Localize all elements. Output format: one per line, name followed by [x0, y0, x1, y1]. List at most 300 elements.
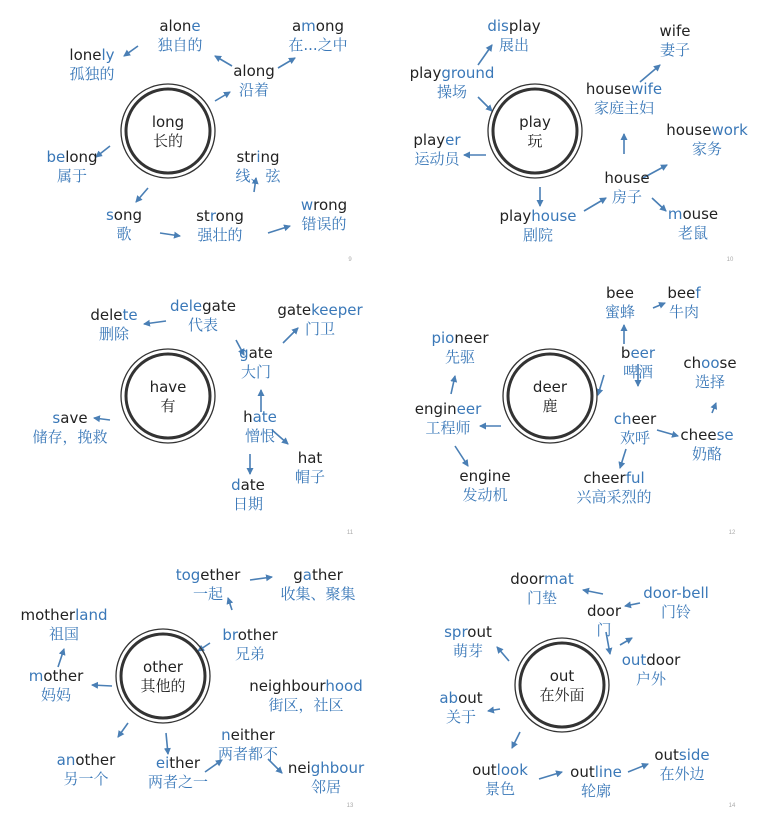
- word-part: m: [301, 17, 316, 35]
- chinese-meaning: 属于: [56, 167, 88, 185]
- chinese-meaning: 门铃: [660, 603, 692, 621]
- word-map-panel-have: [32, 297, 363, 536]
- page-number: 11: [346, 530, 354, 536]
- word-node: [439, 689, 482, 726]
- word-part: lone: [69, 46, 102, 64]
- word-part: door: [586, 602, 622, 620]
- english-word: [570, 763, 622, 781]
- word-node: [413, 131, 461, 168]
- arrow-out-0: [583, 590, 603, 594]
- word-node: [32, 409, 107, 446]
- chinese-meaning: 一起: [192, 585, 224, 603]
- word-part: spr: [444, 623, 468, 641]
- english-word: [621, 344, 656, 362]
- chinese-meaning: 妈妈: [40, 686, 72, 704]
- chinese-meaning: 妻子: [659, 41, 691, 59]
- english-word: [654, 746, 709, 764]
- word-part: e: [191, 17, 201, 35]
- chinese-meaning: 牛肉: [668, 303, 700, 321]
- word-part: gate: [202, 297, 236, 315]
- chinese-meaning: 操场: [436, 83, 468, 101]
- word-part: bee: [667, 284, 696, 302]
- arrow-out-6: [512, 732, 520, 748]
- english-word: [667, 284, 701, 302]
- chinese-meaning: 沿着: [238, 81, 270, 99]
- word-node: [218, 726, 278, 763]
- word-part: neighbour: [249, 677, 326, 695]
- word-part: w: [300, 196, 314, 214]
- word-part: ei: [155, 754, 170, 772]
- word-node: [249, 677, 362, 714]
- english-word: [196, 207, 244, 225]
- chinese-meaning: 剧院: [522, 226, 554, 244]
- word-part: bee: [606, 284, 634, 302]
- word-part: engine: [459, 467, 511, 485]
- word-part: te: [122, 306, 138, 324]
- word-part: hat: [297, 449, 323, 467]
- word-node: [301, 196, 347, 233]
- english-word: [46, 148, 97, 166]
- english-word: [288, 759, 365, 777]
- english-word: [444, 623, 492, 641]
- arrow-other-4: [92, 685, 112, 686]
- arrow-long-6: [136, 188, 148, 202]
- word-part: neer: [454, 329, 489, 347]
- word-part: dis: [487, 17, 509, 35]
- word-part: out: [458, 689, 483, 707]
- word-node: [614, 410, 657, 447]
- center-word: have: [149, 378, 187, 396]
- chinese-meaning: 代表: [187, 316, 219, 334]
- word-part: dele: [170, 297, 203, 315]
- chinese-meaning: 轮廓: [580, 782, 612, 800]
- center-word-meaning: 鹿: [542, 397, 558, 415]
- word-node: [57, 751, 116, 788]
- word-node: [621, 344, 656, 381]
- word-node: [667, 284, 701, 321]
- word-node: [660, 22, 691, 59]
- word-part: se: [719, 354, 737, 372]
- word-part: ouse: [682, 205, 719, 223]
- word-part: nei: [287, 759, 311, 777]
- word-node: [570, 763, 622, 800]
- word-part: door: [646, 651, 681, 669]
- page-number: 14: [728, 803, 736, 809]
- word-node: [605, 284, 635, 321]
- word-node: [431, 329, 489, 366]
- word-node: [576, 469, 651, 506]
- english-word: [277, 301, 363, 319]
- arrow-play-2: [478, 97, 492, 111]
- word-node: [500, 207, 577, 244]
- center-word-meaning: 有: [160, 397, 176, 415]
- english-word: [439, 689, 482, 707]
- chinese-meaning: 两者都不: [217, 745, 279, 763]
- arrow-out-4: [620, 638, 632, 645]
- center-circle-inner: [126, 354, 210, 438]
- word-part: side: [678, 746, 710, 764]
- arrow-long-2: [278, 58, 295, 68]
- chinese-meaning: 兄弟: [234, 645, 266, 663]
- word-map-panel-deer: [415, 284, 737, 536]
- word-part: out: [467, 623, 492, 641]
- english-word: [472, 761, 528, 779]
- center-circle-inner: [508, 354, 592, 438]
- chinese-meaning: 日期: [232, 495, 264, 513]
- english-word: [57, 751, 116, 769]
- word-node: [222, 626, 278, 663]
- word-part: play: [508, 17, 541, 35]
- word-part: other: [43, 667, 84, 685]
- arrow-deer-4: [598, 375, 604, 395]
- chinese-meaning: 工程师: [425, 419, 471, 437]
- chinese-meaning: 发动机: [462, 486, 508, 504]
- center-word: other: [143, 658, 183, 676]
- english-word: [510, 570, 574, 588]
- center-word: deer: [532, 378, 568, 396]
- chinese-meaning: 展出: [498, 36, 530, 54]
- chinese-meaning: 在...之中: [288, 36, 348, 54]
- word-part: gate: [277, 301, 312, 319]
- chinese-meaning: 两者之一: [147, 773, 209, 791]
- word-node: [69, 46, 114, 83]
- word-part: cheer: [583, 469, 626, 487]
- chinese-meaning: 街区，社区: [268, 696, 344, 714]
- word-part: eer: [630, 344, 656, 362]
- english-word: [683, 354, 736, 372]
- arrow-out-3: [497, 647, 509, 661]
- word-node: [444, 623, 492, 660]
- word-part: ong: [113, 206, 143, 224]
- arrow-deer-8: [455, 446, 468, 466]
- word-node: [587, 602, 622, 639]
- word-node: [643, 584, 709, 621]
- chinese-meaning: 祖国: [48, 625, 80, 643]
- word-part: an: [56, 751, 76, 769]
- english-word: [298, 449, 323, 467]
- english-word: [500, 207, 577, 225]
- arrow-out-1: [625, 603, 640, 606]
- word-part: a: [291, 17, 302, 35]
- chinese-meaning: 另一个: [63, 770, 109, 788]
- word-part: hood: [325, 677, 363, 695]
- chinese-meaning: 萌芽: [452, 642, 484, 660]
- word-part: se: [716, 426, 734, 444]
- arrow-out-5: [488, 709, 500, 711]
- word-part: ground: [441, 64, 495, 82]
- word-part: alon: [159, 17, 192, 35]
- word-part: out: [570, 763, 595, 781]
- arrow-other-6: [166, 733, 168, 754]
- english-word: [239, 344, 273, 362]
- english-word: [159, 17, 200, 35]
- word-part: land: [75, 606, 108, 624]
- center-word-meaning: 在外面: [539, 686, 585, 704]
- english-word: [614, 410, 657, 428]
- arrow-play-8: [652, 198, 666, 211]
- word-part: long: [65, 148, 98, 166]
- word-part: house: [531, 207, 577, 225]
- word-part: either: [230, 726, 275, 744]
- english-word: [221, 726, 276, 744]
- arrow-deer-1: [653, 303, 665, 308]
- word-part: look: [496, 761, 528, 779]
- word-part: ly: [101, 46, 115, 64]
- word-part: s: [105, 206, 114, 224]
- word-part: ch: [613, 410, 632, 428]
- word-node: [668, 205, 718, 242]
- word-node: [622, 651, 681, 688]
- chinese-meaning: 收集、聚集: [280, 585, 356, 603]
- english-word: [301, 196, 347, 214]
- word-part: a: [302, 566, 312, 584]
- word-part: ther: [311, 566, 343, 584]
- english-word: [249, 677, 362, 695]
- word-node: [415, 400, 482, 437]
- arrow-deer-7: [657, 430, 678, 436]
- chinese-meaning: 选择: [694, 373, 726, 391]
- word-part: play: [413, 131, 446, 149]
- chinese-meaning: 关于: [445, 708, 477, 726]
- word-node: [239, 344, 273, 381]
- word-part: out: [654, 746, 679, 764]
- word-part: engin: [414, 400, 457, 418]
- word-node: [176, 566, 241, 603]
- word-part: house: [666, 121, 712, 139]
- word-part: mother: [20, 606, 76, 624]
- word-node: [487, 17, 540, 54]
- word-part: house: [604, 169, 650, 187]
- chinese-meaning: 奶酪: [691, 445, 723, 463]
- word-node: [106, 206, 142, 243]
- word-part: g: [293, 566, 303, 584]
- english-word: [586, 80, 662, 98]
- english-word: [106, 206, 142, 224]
- chinese-meaning: 线、弦: [235, 167, 281, 185]
- arrow-other-1: [228, 598, 232, 610]
- word-part: line: [594, 763, 622, 781]
- english-word: [431, 329, 489, 347]
- word-part: h: [243, 408, 253, 426]
- word-node: [243, 408, 277, 445]
- chinese-meaning: 删除: [98, 325, 130, 343]
- arrow-long-3: [215, 92, 230, 101]
- chinese-meaning: 啤酒: [622, 363, 654, 381]
- word-part: be: [46, 148, 66, 166]
- english-word: [666, 121, 748, 139]
- chinese-meaning: 帽子: [294, 468, 326, 486]
- word-part: eer: [456, 400, 482, 418]
- chinese-meaning: 景色: [484, 780, 516, 798]
- word-node: [680, 426, 733, 463]
- arrow-long-7: [160, 233, 180, 236]
- word-part: keeper: [311, 301, 363, 319]
- arrow-long-0: [124, 46, 138, 56]
- word-part: mat: [544, 570, 574, 588]
- arrow-other-5: [118, 723, 128, 737]
- word-part: tog: [175, 566, 201, 584]
- english-word: [236, 148, 279, 166]
- english-word: [292, 17, 344, 35]
- word-part: pio: [431, 329, 455, 347]
- arrow-deer-5: [712, 403, 716, 413]
- word-part: ate: [252, 408, 277, 426]
- english-word: [660, 22, 691, 40]
- center-circle-inner: [126, 89, 210, 173]
- word-part: ong: [315, 17, 345, 35]
- english-word: [90, 306, 137, 324]
- page-number: 10: [726, 257, 734, 263]
- english-word: [233, 62, 275, 80]
- word-node: [472, 761, 528, 798]
- word-node: [90, 306, 137, 343]
- chinese-meaning: 独自的: [157, 36, 203, 54]
- word-part: ng: [260, 148, 280, 166]
- english-word: [170, 297, 236, 315]
- arrow-have-0: [144, 321, 166, 324]
- word-part: er: [445, 131, 461, 149]
- word-part: eer: [631, 410, 657, 428]
- chinese-meaning: 孤独的: [69, 65, 115, 83]
- english-word: [69, 46, 114, 64]
- english-word: [29, 667, 84, 685]
- word-node: [683, 354, 736, 391]
- english-word: [668, 205, 718, 223]
- word-node: [196, 207, 244, 244]
- chinese-meaning: 门卫: [304, 320, 336, 338]
- word-node: [277, 301, 363, 338]
- english-word: [243, 408, 277, 426]
- arrow-deer-2: [451, 376, 455, 394]
- chinese-meaning: 错误的: [301, 215, 347, 233]
- center-word-meaning: 玩: [527, 132, 543, 150]
- word-part: r: [209, 207, 216, 225]
- chinese-meaning: 在外边: [659, 765, 705, 783]
- arrow-long-4: [96, 146, 110, 157]
- center-word: play: [519, 113, 551, 131]
- arrow-have-2: [283, 328, 298, 343]
- chinese-meaning: 家庭主妇: [593, 99, 655, 117]
- word-part: b: [620, 344, 631, 362]
- arrow-play-7: [584, 198, 606, 211]
- word-part: out: [621, 651, 647, 669]
- english-word: [680, 426, 733, 444]
- word-node: [29, 667, 84, 704]
- word-node: [148, 754, 208, 791]
- word-node: [231, 476, 265, 513]
- english-word: [587, 602, 622, 620]
- word-node: [170, 297, 236, 334]
- word-node: [586, 80, 662, 117]
- word-part: ate: [248, 344, 273, 362]
- word-map-panel-other: [21, 566, 365, 809]
- word-node: [280, 566, 355, 603]
- chinese-meaning: 憎恨: [244, 427, 276, 445]
- chinese-meaning: 兴高采烈的: [576, 488, 652, 506]
- word-part: str: [236, 148, 257, 166]
- word-part: house: [585, 80, 632, 98]
- arrow-have-4: [94, 418, 110, 420]
- english-word: [459, 467, 510, 485]
- english-word: [606, 284, 634, 302]
- word-part: oo: [701, 354, 720, 372]
- word-map-panel-long: [46, 17, 352, 263]
- word-part: g: [239, 344, 249, 362]
- word-node: [654, 746, 709, 783]
- word-part: br: [222, 626, 238, 644]
- word-part: ghbour: [310, 759, 365, 777]
- center-word-meaning: 其他的: [140, 677, 186, 695]
- chinese-meaning: 大门: [240, 363, 272, 381]
- word-part: ong: [215, 207, 244, 225]
- center-word: long: [151, 113, 185, 131]
- english-word: [222, 626, 278, 644]
- word-part: wife: [659, 22, 691, 40]
- english-word: [487, 17, 540, 35]
- word-part: ether: [200, 566, 241, 584]
- center-word: out: [549, 667, 575, 685]
- word-part: f: [695, 284, 701, 302]
- word-part: out: [472, 761, 497, 779]
- word-node: [46, 148, 97, 185]
- center-circle-inner: [520, 643, 604, 727]
- word-part: dele: [90, 306, 123, 324]
- word-node: [459, 467, 510, 504]
- chinese-meaning: 老鼠: [677, 224, 709, 242]
- word-node: [604, 169, 649, 206]
- center-circle-inner: [121, 634, 205, 718]
- english-word: [52, 409, 87, 427]
- chinese-meaning: 运动员: [414, 150, 460, 168]
- arrow-long-1: [215, 56, 232, 66]
- english-word: [410, 64, 495, 82]
- word-part: other: [237, 626, 278, 644]
- panels-layer: [21, 17, 749, 809]
- page-number: 12: [728, 530, 736, 536]
- english-word: [231, 476, 265, 494]
- word-node: [288, 759, 365, 796]
- english-word: [156, 754, 201, 772]
- word-part: door-bell: [643, 584, 709, 602]
- chinese-meaning: 蜜蜂: [604, 303, 636, 321]
- arrow-deer-9: [620, 449, 626, 468]
- word-node: [666, 121, 748, 158]
- english-word: [604, 169, 649, 187]
- word-part: st: [196, 207, 210, 225]
- word-part: n: [221, 726, 231, 744]
- english-word: [622, 651, 681, 669]
- word-node: [233, 62, 275, 99]
- arrow-out-8: [628, 764, 648, 772]
- center-word-meaning: 长的: [152, 132, 184, 150]
- page-number: 9: [348, 257, 352, 263]
- chinese-meaning: 强壮的: [197, 226, 243, 244]
- arrow-long-8: [268, 226, 290, 233]
- english-word: [643, 584, 709, 602]
- chinese-meaning: 先驱: [444, 348, 476, 366]
- word-part: ch: [683, 354, 702, 372]
- english-word: [583, 469, 644, 487]
- word-map-panel-out: [439, 570, 736, 809]
- word-part: chee: [680, 426, 717, 444]
- word-part: ful: [625, 469, 645, 487]
- word-part: ther: [169, 754, 201, 772]
- chinese-meaning: 邻居: [310, 778, 342, 796]
- word-node: [510, 570, 574, 607]
- word-part: ab: [439, 689, 459, 707]
- word-part: ate: [240, 476, 265, 494]
- chinese-meaning: 户外: [635, 670, 667, 688]
